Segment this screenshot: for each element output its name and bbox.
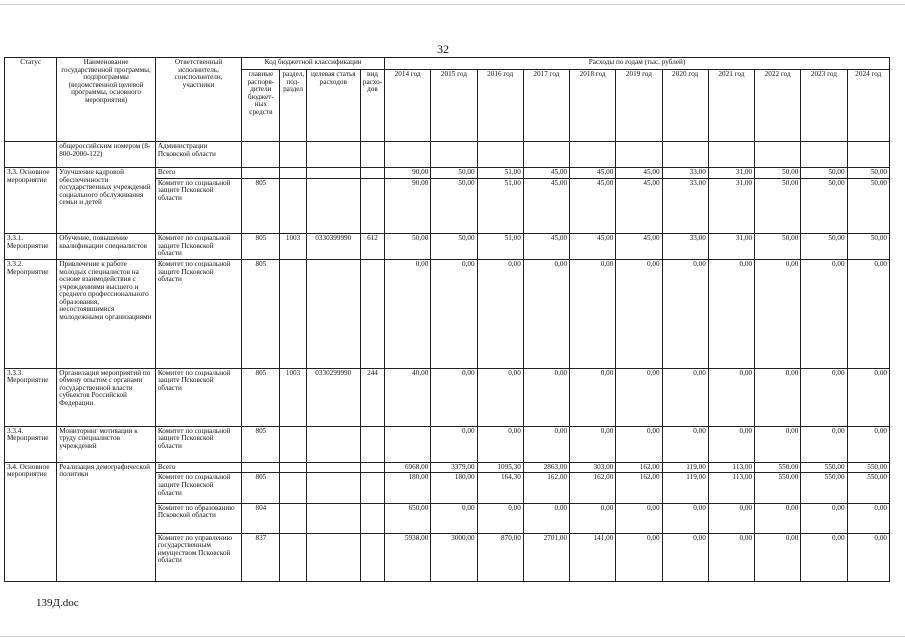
header-kbk-razdel: раздел, под-раздел [280,70,306,142]
cell-value: 3379,00 [431,462,477,473]
cell-value: 0,00 [847,260,889,368]
cell-value: 31,00 [708,178,754,233]
cell-value: 0,00 [477,426,523,462]
cell-csr: 0330399990 [306,233,360,259]
cell-value: 0,00 [708,368,754,426]
table-row [5,168,890,179]
cell-value: 0,00 [755,503,801,533]
cell-value: 550,00 [801,473,847,503]
cell-value: 0,00 [847,503,889,533]
cell-vr [360,178,384,233]
cell-value: 45,00 [523,233,569,259]
cell-value: 119,00 [662,473,708,503]
cell-name: Улучшение кадровой обеспеченности государственных учреждений социального обслуживания семьи и детей [57,168,156,234]
table-row [5,426,890,462]
cell-value [801,142,847,168]
cell-name: Реализация демографической политики [57,462,156,581]
header-year: 2021 год [708,70,754,142]
cell-status: 3.3.4. Мероприятие [5,426,57,462]
cell-value: 0,00 [570,426,616,462]
cell-value: 90,00 [385,178,431,233]
cell-value: 0,00 [755,426,801,462]
cell-value: 0,00 [570,503,616,533]
cell-value: 550,00 [755,462,801,473]
header-year: 2017 год [523,70,569,142]
cell-value: 50,00 [431,168,477,179]
cell-value: 2701,00 [523,533,569,581]
cell-value: 0,00 [431,260,477,368]
cell-value: 180,00 [431,473,477,503]
cell-razdel [280,462,306,473]
header-name: Наименование государственной программы, подпрограммы (ведомственной целевой программы, основного мероприятия) [57,58,156,142]
header-status: Статус [5,58,57,142]
cell-value: 50,00 [801,178,847,233]
cell-vr [360,142,384,168]
cell-csr [306,260,360,368]
cell-value [708,142,754,168]
cell-value: 6968,00 [385,462,431,473]
cell-value: 45,00 [570,168,616,179]
cell-value: 50,00 [431,178,477,233]
cell-value [523,142,569,168]
table-row [5,142,890,168]
cell-razdel [280,260,306,368]
cell-responsible: Комитет по социальной защите Псковской области [155,426,241,462]
cell-responsible: Комитет по социальной защите Псковской области [155,473,241,503]
cell-value: 0,00 [523,426,569,462]
cell-responsible: Всего [155,168,241,179]
cell-value [385,142,431,168]
cell-csr [306,426,360,462]
cell-value: 162,00 [616,462,662,473]
cell-value: 0,00 [801,260,847,368]
cell-value: 50,00 [431,233,477,259]
scan-edge-top [0,4,905,5]
cell-value: 5938,00 [385,533,431,581]
cell-value: 0,00 [523,503,569,533]
cell-value [662,142,708,168]
cell-value: 0,00 [755,260,801,368]
cell-value: 0,00 [477,260,523,368]
header-kbk: Код бюджетной классификации [242,58,385,70]
cell-value: 113,00 [708,462,754,473]
cell-csr [306,168,360,179]
cell-razdel [280,178,306,233]
header-year: 2014 год [385,70,431,142]
cell-responsible: Комитет по социальной защите Псковской области [155,178,241,233]
cell-razdel: 1003 [280,368,306,426]
cell-value: 0,00 [801,368,847,426]
cell-value: 113,00 [708,473,754,503]
table-row [5,368,890,426]
cell-name: Мониторинг мотивации к труду специалистов учреждений [57,426,156,462]
cell-value: 0,00 [570,260,616,368]
cell-value: 0,00 [662,426,708,462]
cell-value: 162,00 [616,473,662,503]
budget-table [4,57,890,582]
header-year: 2015 год [431,70,477,142]
cell-value: 50,00 [801,168,847,179]
cell-value: 0,00 [847,533,889,581]
cell-razdel [280,473,306,503]
cell-grbs: 805 [242,473,280,503]
cell-value: 0,00 [616,503,662,533]
cell-responsible: Комитет по социальной защите Псковской области [155,233,241,259]
cell-value: 50,00 [385,233,431,259]
table-row [5,233,890,259]
cell-value: 45,00 [616,233,662,259]
cell-value: 870,00 [477,533,523,581]
cell-value: 0,00 [431,503,477,533]
cell-value: 51,00 [477,233,523,259]
cell-csr [306,533,360,581]
header-kbk-vr: вид расхо-дов [360,70,384,142]
cell-value: 550,00 [801,462,847,473]
cell-value: 0,00 [801,533,847,581]
cell-value: 0,00 [708,533,754,581]
cell-responsible: Комитет по управлению государственным имуществом Псковской области [155,533,241,581]
cell-value: 50,00 [801,233,847,259]
header-responsible: Ответственный исполнитель, соисполнители, участники [155,58,241,142]
cell-value: 0,00 [523,260,569,368]
cell-value: 31,00 [708,233,754,259]
cell-value: 0,00 [431,426,477,462]
cell-csr [306,178,360,233]
cell-value: 33,00 [662,178,708,233]
cell-vr: 612 [360,233,384,259]
cell-value: 550,00 [847,462,889,473]
cell-value: 0,00 [801,503,847,533]
cell-value: 550,00 [847,473,889,503]
cell-value: 0,00 [708,426,754,462]
header-year: 2018 год [570,70,616,142]
cell-grbs [242,142,280,168]
cell-value: 45,00 [570,233,616,259]
cell-value: 51,00 [477,178,523,233]
cell-responsible: Всего [155,462,241,473]
cell-value: 0,00 [570,368,616,426]
cell-value: 0,00 [847,368,889,426]
cell-razdel [280,142,306,168]
header-expenses: Расходы по годам (тыс. рублей) [385,58,890,70]
cell-value: 50,00 [755,233,801,259]
header-year: 2023 год [801,70,847,142]
cell-value: 180,00 [385,473,431,503]
cell-value: 164,30 [477,473,523,503]
cell-value: 40,00 [385,368,431,426]
cell-vr [360,260,384,368]
cell-value: 550,00 [755,473,801,503]
cell-razdel [280,533,306,581]
cell-value [755,142,801,168]
cell-value: 0,00 [431,368,477,426]
cell-grbs: 805 [242,426,280,462]
cell-value: 0,00 [616,533,662,581]
cell-value: 45,00 [523,178,569,233]
cell-status: 3.3.3. Мероприятие [5,368,57,426]
cell-responsible: Комитет по социальной защите Псковской области [155,260,241,368]
cell-csr [306,503,360,533]
cell-razdel: 1003 [280,233,306,259]
cell-value [616,142,662,168]
cell-value [385,426,431,462]
cell-value: 0,00 [616,260,662,368]
cell-value: 0,00 [755,533,801,581]
cell-value [847,142,889,168]
cell-razdel [280,426,306,462]
cell-grbs: 837 [242,533,280,581]
cell-value: 0,00 [708,503,754,533]
cell-csr [306,142,360,168]
table-row [5,462,890,473]
cell-value: 50,00 [755,168,801,179]
cell-value: 0,00 [662,368,708,426]
scan-edge-bottom [0,636,905,637]
header-year: 2019 год [616,70,662,142]
cell-value: 50,00 [847,233,889,259]
cell-value: 1095,30 [477,462,523,473]
cell-vr [360,168,384,179]
cell-grbs [242,462,280,473]
cell-name: Обучение, повышение квалификации специалистов [57,233,156,259]
cell-grbs: 805 [242,178,280,233]
cell-name: Привлечение к работе молодых специалистов на основе взаимодействия с учреждениями высшего и среднего профессионального образования, несостоявшимися молодежными организациями [57,260,156,368]
cell-vr [360,473,384,503]
cell-responsible: Администрации Псковской области [155,142,241,168]
cell-responsible: Комитет по образованию Псковской области [155,503,241,533]
cell-status: 3.3.1. Мероприятие [5,233,57,259]
cell-vr [360,426,384,462]
cell-value: 50,00 [847,168,889,179]
header-kbk-grbs: главные распоря-дители бюджет-ных средств [242,70,280,142]
cell-grbs: 804 [242,503,280,533]
cell-value: 90,00 [385,168,431,179]
cell-value: 119,00 [662,462,708,473]
cell-value: 0,00 [477,503,523,533]
cell-grbs: 805 [242,233,280,259]
cell-csr: 0330299990 [306,368,360,426]
cell-value: 0,00 [616,368,662,426]
cell-vr [360,533,384,581]
cell-value: 162,00 [523,473,569,503]
cell-value [570,142,616,168]
cell-value: 45,00 [616,168,662,179]
cell-value: 303,00 [570,462,616,473]
cell-name: Организация мероприятий по обмену опытом с органами государственной власти субъектов Российской Федерации [57,368,156,426]
cell-csr [306,462,360,473]
cell-status: 3.4. Основное мероприятие [5,462,57,581]
table-row [5,260,890,368]
cell-value: 141,00 [570,533,616,581]
cell-value: 650,00 [385,503,431,533]
header-kbk-csr: целевая статья расходов [306,70,360,142]
cell-value [477,142,523,168]
document-filename: 139Д.doc [36,597,79,609]
cell-value: 0,00 [523,368,569,426]
header-year: 2020 год [662,70,708,142]
cell-value: 33,00 [662,233,708,259]
cell-value: 0,00 [847,426,889,462]
cell-value: 162,00 [570,473,616,503]
cell-value: 45,00 [616,178,662,233]
cell-value: 33,00 [662,168,708,179]
cell-value: 2863,00 [523,462,569,473]
cell-grbs [242,168,280,179]
cell-value: 0,00 [662,503,708,533]
header-year: 2024 год [847,70,889,142]
page-number: 32 [437,42,449,56]
cell-value: 0,00 [662,260,708,368]
cell-value: 0,00 [755,368,801,426]
cell-vr [360,462,384,473]
cell-value: 0,00 [662,533,708,581]
cell-value: 45,00 [523,168,569,179]
cell-value: 45,00 [570,178,616,233]
cell-value: 50,00 [847,178,889,233]
cell-razdel [280,503,306,533]
cell-value: 0,00 [801,426,847,462]
cell-vr: 244 [360,368,384,426]
cell-csr [306,473,360,503]
cell-value: 50,00 [755,178,801,233]
cell-grbs: 805 [242,368,280,426]
cell-status: 3.3. Основное мероприятие [5,168,57,234]
cell-value [431,142,477,168]
cell-value: 0,00 [616,426,662,462]
header-year: 2022 год [755,70,801,142]
header-year: 2016 год [477,70,523,142]
cell-status: 3.3.2. Мероприятие [5,260,57,368]
cell-status [5,142,57,168]
cell-value: 0,00 [385,260,431,368]
cell-grbs: 805 [242,260,280,368]
cell-value: 0,00 [708,260,754,368]
cell-name: общероссийским номером (8-800-2000-122) [57,142,156,168]
cell-value: 31,00 [708,168,754,179]
cell-responsible: Комитет по социальной защите Псковской области [155,368,241,426]
cell-vr [360,503,384,533]
cell-value: 3000,00 [431,533,477,581]
cell-value: 0,00 [477,368,523,426]
cell-value: 51,00 [477,168,523,179]
cell-razdel [280,168,306,179]
